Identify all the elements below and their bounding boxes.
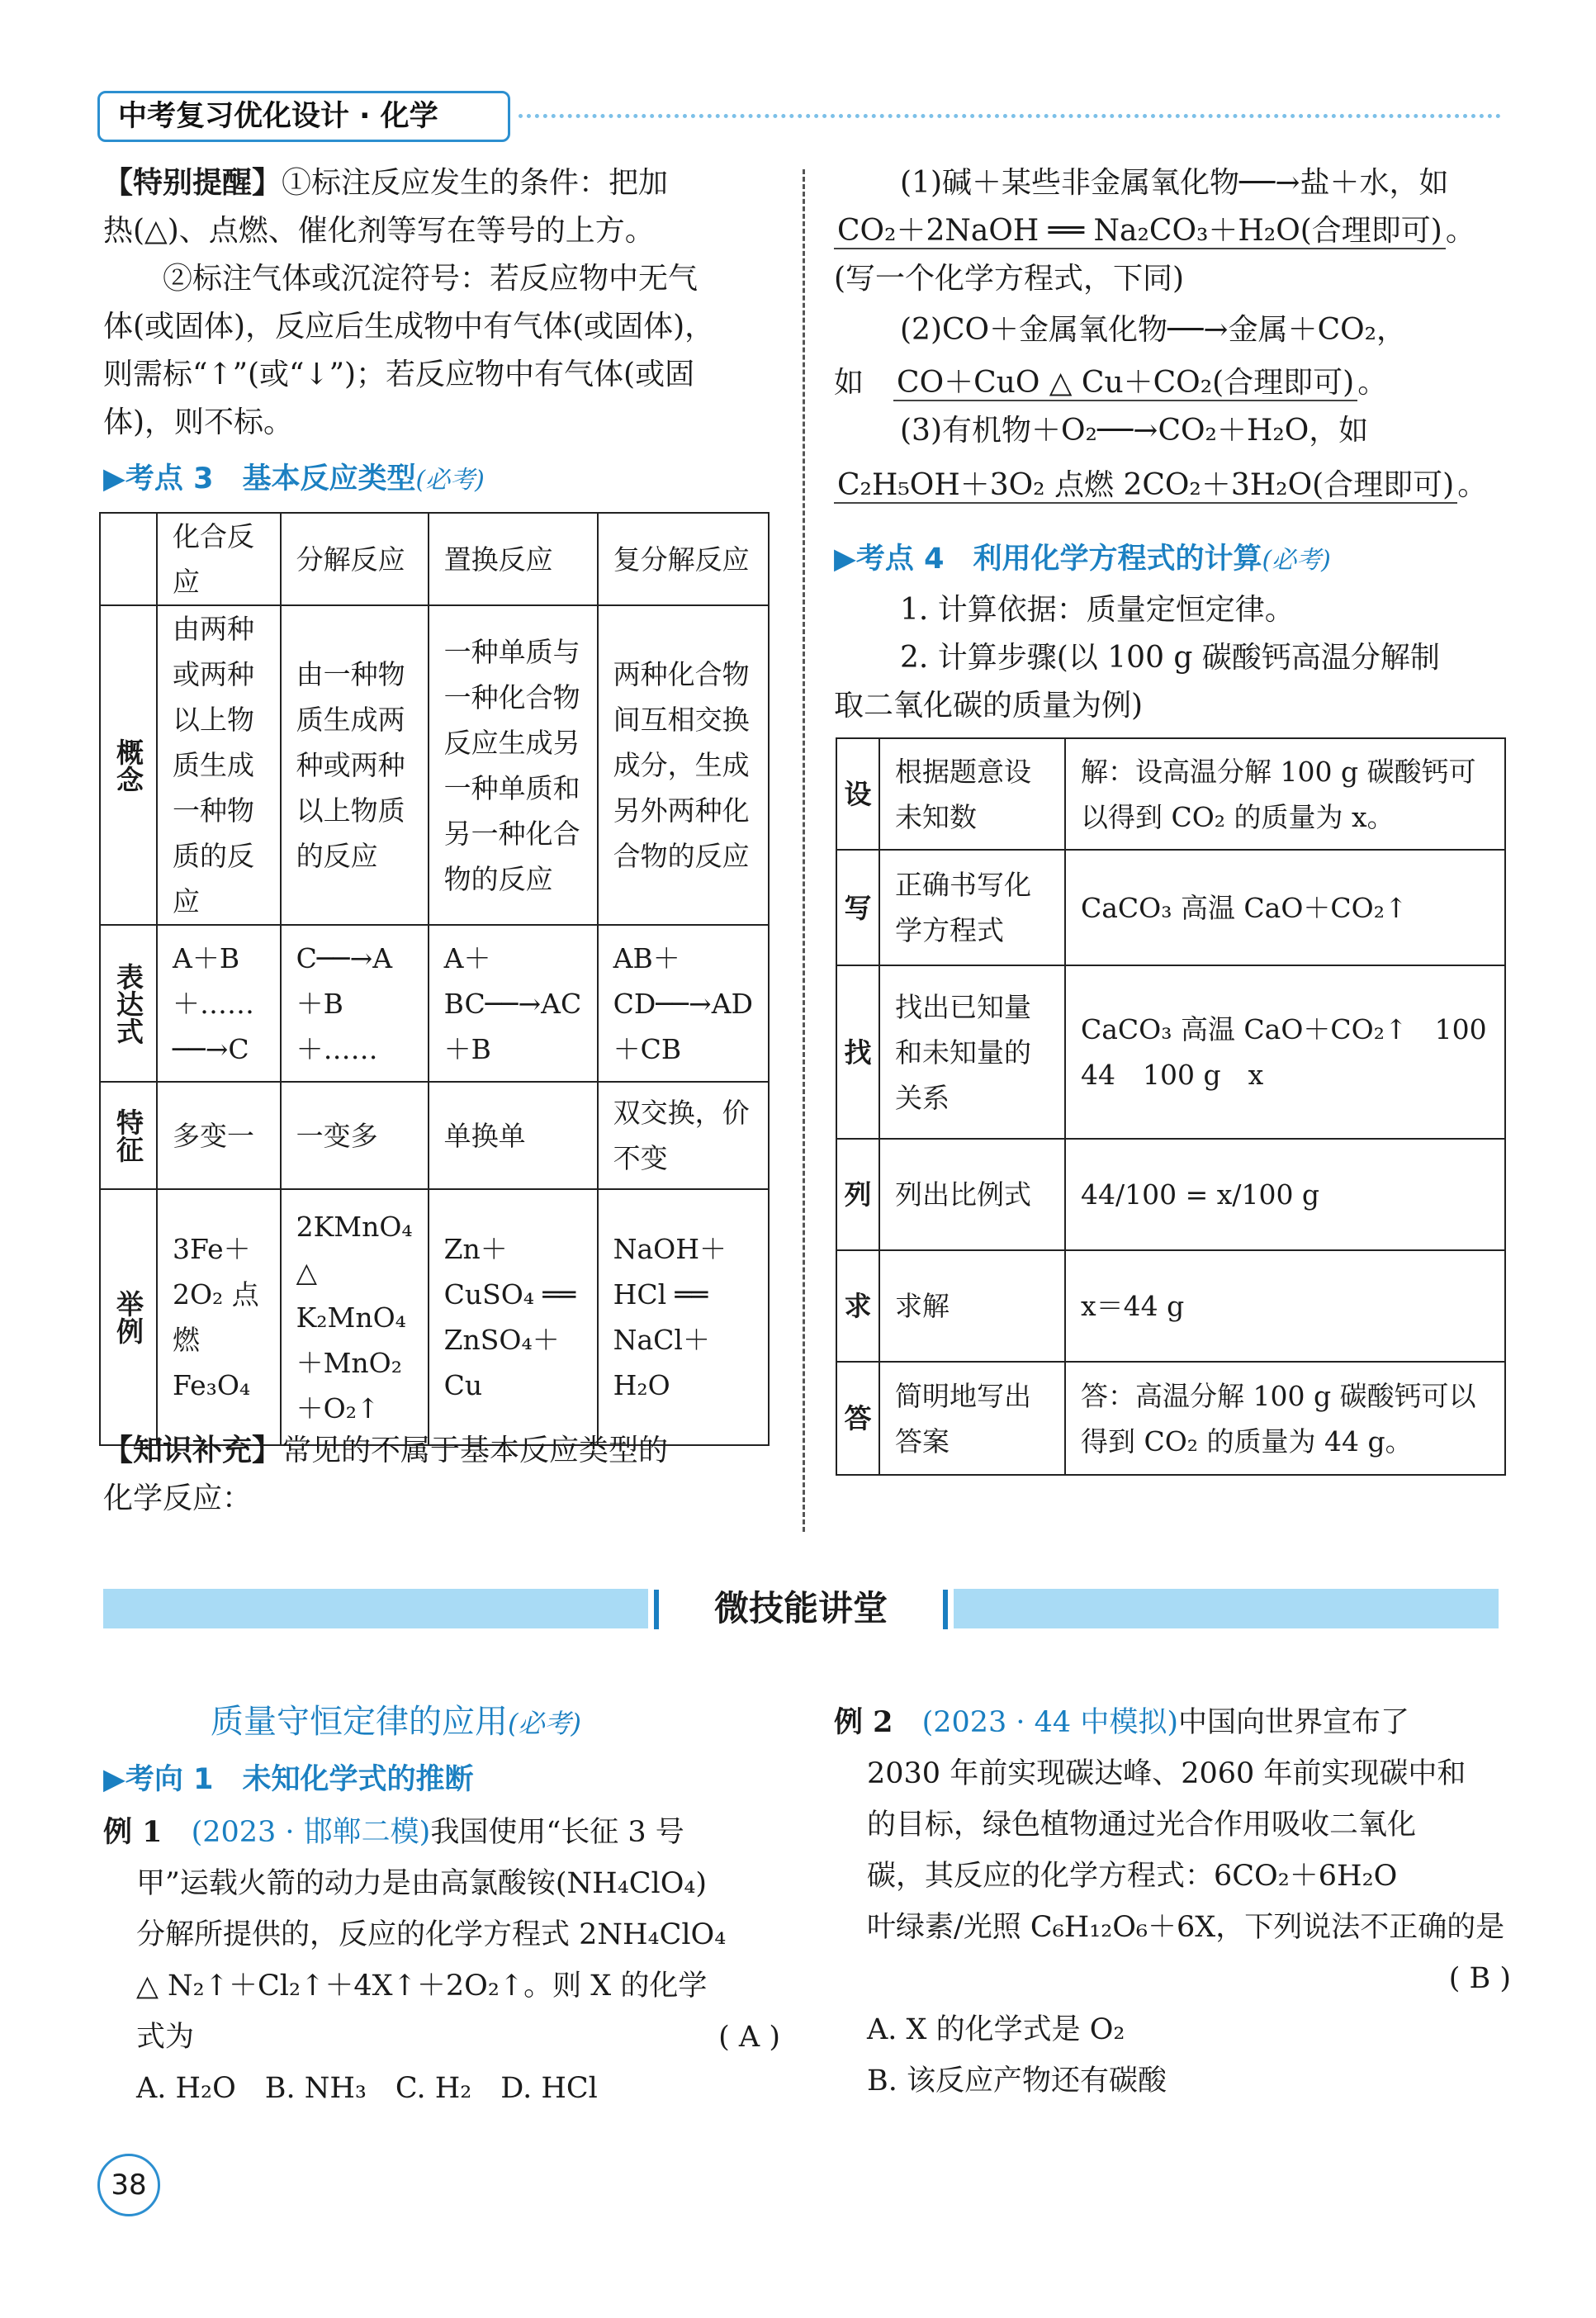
ex2-option: B. 该反应产物还有碳酸: [867, 2064, 1167, 2098]
ex1-source: (2023 · 邯郸二模): [191, 1816, 431, 1849]
prefix: 如: [834, 366, 864, 400]
ex2-text: 叶绿素/光照 C₆H₁₂O₆＋6X，下列说法不正确的是: [867, 1911, 1505, 1944]
table-cell: 两种化合物间互相交换成分，生成另外两种化合物的反应: [598, 605, 769, 925]
table-header: 置换反应: [429, 513, 598, 605]
ex1-text: △ N₂↑＋Cl₂↑＋4X↑＋2O₂↑。则 X 的化学: [136, 1970, 708, 2003]
kaodian4-heading: [834, 538, 1331, 581]
example-2: [834, 1697, 1511, 2107]
calc-key: 设: [836, 738, 879, 850]
header-dotted-rule: [519, 114, 1501, 118]
section-bar: [943, 1590, 948, 1629]
column-divider: [803, 169, 805, 1532]
calc-content: 答：高温分解 100 g 碳酸钙可以得到 CO₂ 的质量为 44 g。: [1065, 1362, 1505, 1475]
topic-title: 质量守恒定律的应用: [211, 1703, 508, 1741]
table-cell: 2KMnO₄ △ K₂MnO₄＋MnO₂＋O₂↑: [281, 1189, 429, 1445]
calc-content: 44/100 = x/100 g: [1065, 1139, 1505, 1250]
table-cell: 多变一: [157, 1082, 281, 1189]
table-cell: 一变多: [281, 1082, 429, 1189]
supplement-text: 化学反应：: [103, 1481, 253, 1515]
reminder-line: 热(△)、点燃、催化剂等写在等号的上方。: [103, 214, 655, 248]
para-2: (2)CO＋金属氧化物──→金属＋CO₂，: [900, 313, 1407, 347]
table-cell: 双交换，价不变: [598, 1082, 769, 1189]
calc-desc: 正确书写化学方程式: [879, 850, 1065, 965]
right-text-block: [834, 159, 1519, 510]
ex2-text: 的目标，绿色植物通过光合作用吸收二氧化: [867, 1808, 1417, 1842]
calc-content: 解：设高温分解 100 g 碳酸钙可以得到 CO₂ 的质量为 x。: [1065, 738, 1505, 850]
section-band-right: [954, 1589, 1499, 1628]
table-cell: Zn＋CuSO₄ ══ ZnSO₄＋Cu: [429, 1189, 598, 1445]
calc-content: CaCO₃ 高温 CaO＋CO₂↑: [1065, 850, 1505, 965]
table-header: 化合反应: [157, 513, 281, 605]
row-label: 举例: [100, 1189, 157, 1445]
calc-intro: [834, 586, 1519, 730]
tail: 。: [1457, 468, 1488, 502]
section-title: 微技能讲堂: [713, 1588, 888, 1628]
calc-desc: 根据题意设未知数: [879, 738, 1065, 850]
reminder-line: 则需标“↑”(或“↓”)；若反应物中有气体(或固: [103, 358, 695, 391]
table-cell: A＋B＋……──→C: [157, 925, 281, 1082]
calc-key: 答: [836, 1362, 879, 1475]
para-3: (3)有机物＋O₂──→CO₂＋H₂O，如: [900, 414, 1369, 448]
kaodian4-title: ▶考点 4 利用化学方程式的计算: [834, 543, 1262, 576]
calc-content: x＝44 g: [1065, 1250, 1505, 1362]
table-cell: 由两种或两种以上物质生成一种物质的反应: [157, 605, 281, 925]
calc-basis: 1. 计算依据：质量定恒定律。: [900, 593, 1295, 627]
tail: 。: [1357, 366, 1388, 400]
calc-steps: 2. 计算步骤(以 100 g 碳酸钙高温分解制: [900, 641, 1440, 675]
ex2-answer: ( B ): [1448, 1962, 1511, 1995]
ex1-text: 式为: [136, 2021, 195, 2054]
row-label: 概念: [100, 605, 157, 925]
row-label: 表达式: [100, 925, 157, 1082]
reminder-line: ②标注气体或沉淀符号：若反应物中无气: [163, 262, 699, 296]
kaodian3-heading: [103, 458, 485, 501]
ex1-options: A. H₂O B. NH₃ C. H₂ D. HCl: [136, 2072, 598, 2105]
calc-key: 求: [836, 1250, 879, 1362]
section-band-left: [103, 1589, 648, 1628]
calc-desc: 简明地写出答案: [879, 1362, 1065, 1475]
table-cell: 由一种物质生成两种或两种以上物质的反应: [281, 605, 429, 925]
table-cell: 3Fe＋2O₂ 点燃 Fe₃O₄: [157, 1189, 281, 1445]
reminder-line: 体)，则不标。: [103, 405, 294, 439]
calc-desc: 求解: [879, 1250, 1065, 1362]
ex1-text: 我国使用“长征 3 号: [430, 1816, 684, 1849]
ex2-text: 碳，其反应的化学方程式：6CO₂＋6H₂O: [867, 1860, 1398, 1893]
table-cell: 单换单: [429, 1082, 598, 1189]
calc-key: 找: [836, 965, 879, 1139]
answer-2: CO＋CuO △ Cu＋CO₂(合理即可): [893, 366, 1357, 401]
reminder-line: ①标注反应发生的条件：把加: [282, 166, 669, 200]
note: (写一个化学方程式，下同): [834, 262, 1185, 296]
reminder-label: 【特别提醒】: [103, 166, 282, 200]
reminder-block: [103, 159, 772, 447]
calc-desc: 找出已知量和未知量的关系: [879, 965, 1065, 1139]
tail: 。: [1445, 214, 1475, 248]
page-header: [97, 91, 510, 142]
ex2-source: (2023 · 44 中模拟): [921, 1706, 1178, 1739]
ex2-option: A. X 的化学式是 O₂: [867, 2013, 1125, 2046]
header-title: 中考复习优化设计 · 化学: [118, 100, 438, 133]
ex2-text: 中国向世界宣布了: [1177, 1706, 1409, 1739]
calc-content: CaCO₃ 高温 CaO＋CO₂↑ 100 44 100 g x: [1065, 965, 1505, 1139]
answer-1: CO₂＋2NaOH ══ Na₂CO₃＋H₂O(合理即可): [834, 214, 1446, 249]
table-cell: NaOH＋HCl ══ NaCl＋H₂O: [598, 1189, 769, 1445]
answer-3: C₂H₅OH＋3O₂ 点燃 2CO₂＋3H₂O(合理即可): [834, 468, 1457, 504]
ex2-text: 2030 年前实现碳达峰、2060 年前实现碳中和: [867, 1757, 1466, 1790]
table-cell: A＋BC──→AC＋B: [429, 925, 598, 1082]
supplement-block: [103, 1427, 780, 1523]
table-header: 分解反应: [281, 513, 429, 605]
para-1: (1)碱＋某些非金属氧化物──→盐＋水，如: [900, 166, 1449, 200]
ex1-answer: ( A ): [718, 2021, 780, 2054]
table-cell: AB＋CD──→AD＋CB: [598, 925, 769, 1082]
reminder-line: 体(或固体)，反应后生成物中有气体(或固体)，: [103, 310, 715, 344]
kaodian3-tag: (必考): [415, 466, 485, 495]
ex1-label: 例 1: [103, 1815, 163, 1849]
ex1-text: 甲”运载火箭的动力是由高氯酸铵(NH₄ClO₄): [136, 1867, 708, 1900]
ex1-text: 分解所提供的，反应的化学方程式 2NH₄ClO₄: [136, 1918, 727, 1951]
page-number: 38: [97, 2154, 160, 2216]
topic-tag: (必考): [508, 1708, 581, 1739]
example-1: [103, 1807, 780, 2114]
kaoxiang-heading: ▶考向 1 未知化学式的推断: [103, 1763, 474, 1796]
calc-table: [836, 737, 1514, 1476]
supplement-text: 常见的不属于基本反应类型的: [282, 1434, 669, 1467]
calc-steps: 取二氧化碳的质量为例): [834, 689, 1144, 723]
calc-key: 列: [836, 1139, 879, 1250]
ex2-label: 例 2: [834, 1705, 893, 1739]
table-cell: C──→A＋B＋……: [281, 925, 429, 1082]
reaction-types-table: [99, 512, 770, 1446]
topic-heading: [211, 1697, 581, 1748]
calc-desc: 列出比例式: [879, 1139, 1065, 1250]
table-cell: 一种单质与一种化合物反应生成另一种单质和另一种化合物的反应: [429, 605, 598, 925]
kaodian3-title: ▶考点 3 基本反应类型: [103, 462, 416, 495]
supplement-label: 【知识补充】: [103, 1434, 282, 1467]
kaodian4-tag: (必考): [1262, 546, 1331, 575]
table-header: 复分解反应: [598, 513, 769, 605]
calc-key: 写: [836, 850, 879, 965]
row-label: 特征: [100, 1082, 157, 1189]
